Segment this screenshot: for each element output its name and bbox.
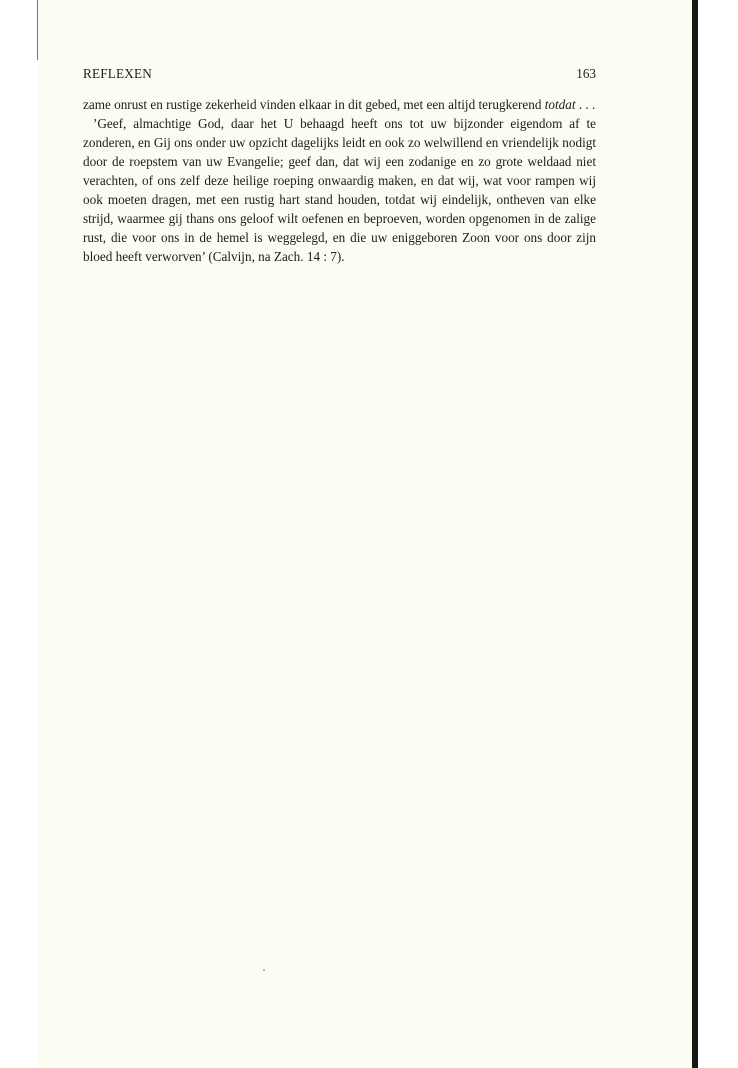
paragraph-2-prayer-quote: ’Geef, almachtige God, daar het U behaagd heeft ons tot uw bijzonder eigendom af te zonderen, en Gij ons onder uw opzicht dagelijks leidt en ook zo welwillend en vriendelijk nodigt door de roepstem van uw Evangelie; geef dan, dat wij een zodanige en zo grote weldaad niet verachten, of ons zelf deze heilige roeping onwaardig maken, en dat wij, wat voor rampen wij ook moeten dragen, met een rustig hart stand houden, totdat wij eindelijk, ontheven van elke strijd, waarmee gij thans ons geloof wilt oefenen en beproeven, worden opgenomen in de zalige rust, die voor ons in de hemel is weggelegd, en die uw eniggeboren Zoon voor ons door zijn bloed heeft verworven’ (Calvijn, na Zach. 14 : 7). (83, 116, 596, 264)
body-text (83, 95, 596, 266)
paragraph-1 (83, 95, 596, 114)
paragraph-1-emphasis: totdat (544, 97, 576, 112)
paragraph-1-text: zame onrust en rustige zekerheid vinden elkaar in dit gebed, met een altijd terugkerend (83, 97, 545, 112)
scan-speck (263, 969, 265, 971)
scan-right-edge (692, 0, 698, 1068)
paragraph-1-ellipsis: . . . (575, 97, 596, 112)
page-number: 163 (576, 66, 596, 81)
running-header (83, 66, 596, 82)
running-title: REFLEXEN (83, 66, 152, 81)
